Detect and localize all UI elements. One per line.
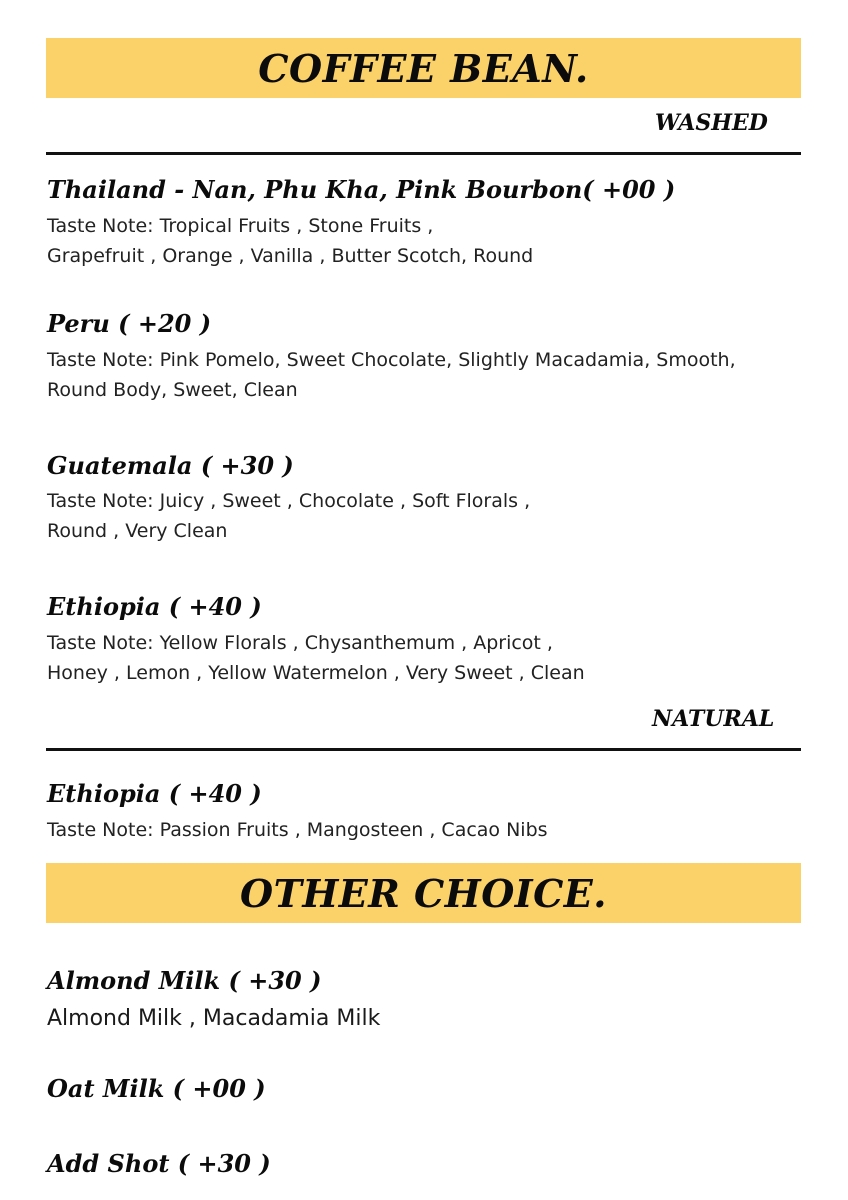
item-name: Guatemala ( +30 ) [47, 451, 294, 480]
other-choice-title: OTHER CHOICE. [239, 870, 608, 916]
taste-note: Taste Note: Yellow Florals , Chysanthemum , Apricot , [47, 632, 553, 654]
item-name: Thailand - Nan, Phu Kha, Pink Bourbon( +00 ) [47, 175, 676, 204]
washed-label: WASHED [655, 110, 768, 136]
item-name: Peru ( +20 ) [47, 309, 212, 338]
natural-divider [46, 748, 801, 751]
coffee-bean-banner [46, 38, 801, 98]
taste-note: Grapefruit , Orange , Vanilla , Butter Scotch, Round [47, 245, 534, 267]
item-name: Ethiopia ( +40 ) [47, 779, 262, 808]
item-name: Ethiopia ( +40 ) [47, 592, 262, 621]
item-name: Oat Milk ( +00 ) [47, 1074, 266, 1103]
taste-note: Taste Note: Pink Pomelo, Sweet Chocolate, Slightly Macadamia, Smooth, [47, 349, 736, 371]
taste-note: Taste Note: Passion Fruits , Mangosteen , Cacao Nibs [47, 819, 548, 841]
coffee-bean-title: COFFEE BEAN. [258, 45, 589, 91]
taste-note: Honey , Lemon , Yellow Watermelon , Very Sweet , Clean [47, 662, 585, 684]
washed-divider [46, 152, 801, 155]
taste-note: Taste Note: Juicy , Sweet , Chocolate , Soft Florals , [47, 490, 531, 512]
taste-note: Taste Note: Tropical Fruits , Stone Fruits , [47, 215, 434, 237]
item-name: Add Shot ( +30 ) [47, 1149, 271, 1178]
taste-note: Round Body, Sweet, Clean [47, 379, 298, 401]
taste-note: Round , Very Clean [47, 520, 228, 542]
other-choice-banner [46, 863, 801, 923]
item-note: Almond Milk , Macadamia Milk [47, 1006, 381, 1031]
item-name: Almond Milk ( +30 ) [47, 966, 322, 995]
natural-label: NATURAL [652, 706, 775, 732]
